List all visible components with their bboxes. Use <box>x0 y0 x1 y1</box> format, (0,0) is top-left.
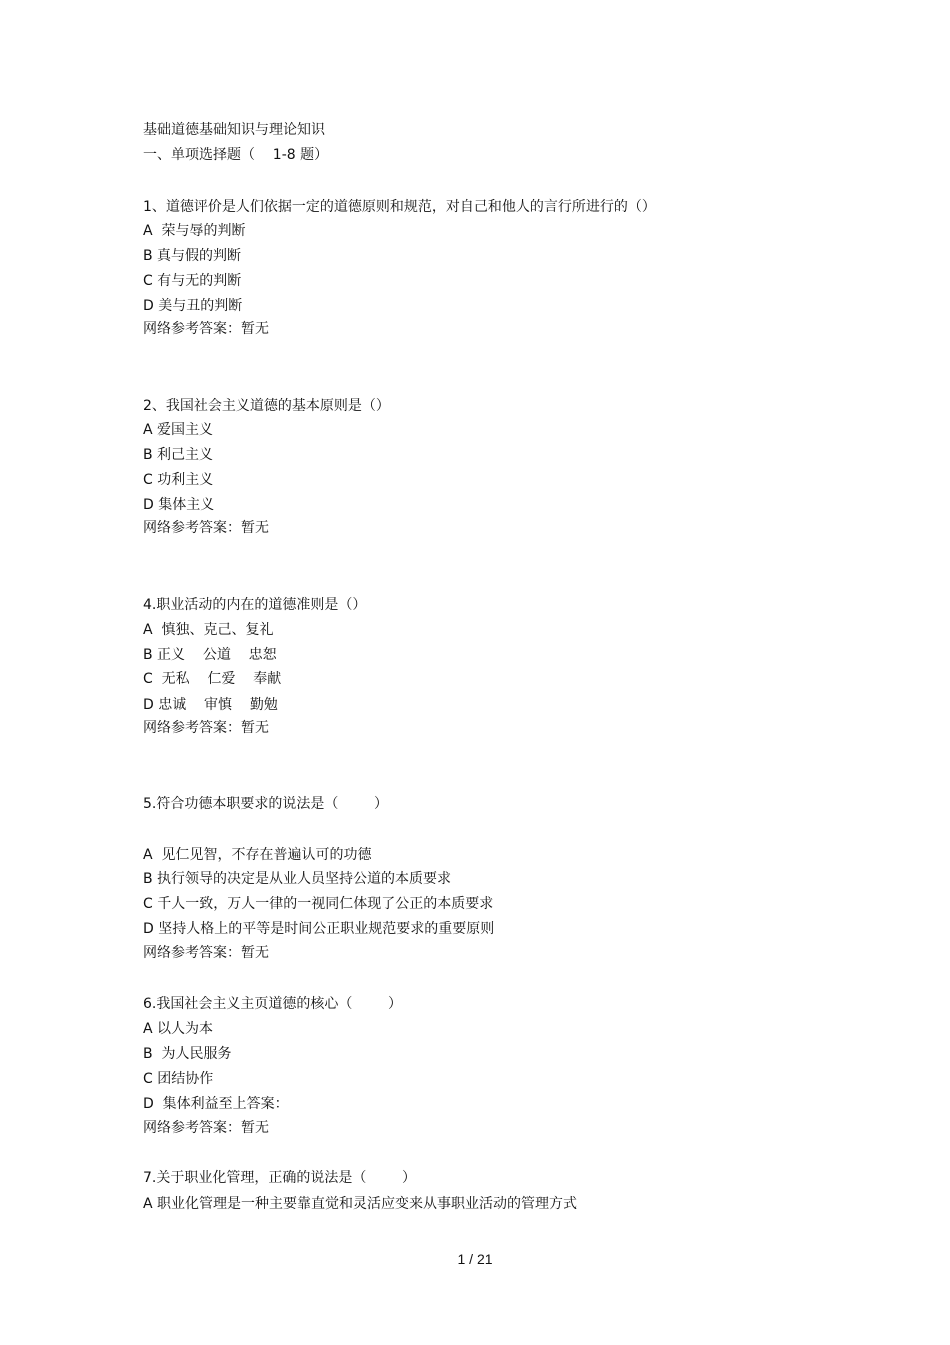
option-c: C 功利主义 <box>143 472 214 488</box>
option-c: C 团结协作 <box>143 1071 214 1087</box>
page-number: 1 / 21 <box>457 1251 493 1267</box>
option-d: D 忠诚 审慎 勤勉 <box>143 697 278 713</box>
answer-line: 网络参考答案：暂无 <box>143 321 269 337</box>
answer-line: 网络参考答案：暂无 <box>143 1120 269 1136</box>
question-stem: 1、道德评价是人们依据一定的道德原则和规范，对自己和他人的言行所进行的（） <box>143 199 656 215</box>
option-b: B 真与假的判断 <box>143 248 242 264</box>
option-b: B 正义 公道 忠恕 <box>143 647 277 663</box>
option-a: A 荣与辱的判断 <box>143 223 246 239</box>
option-d: D 美与丑的判断 <box>143 298 243 314</box>
answer-line: 网络参考答案：暂无 <box>143 520 269 536</box>
answer-line: 网络参考答案：暂无 <box>143 720 269 736</box>
option-a: A 慎独、克己、复礼 <box>143 622 274 638</box>
option-a: A 见仁见智，不存在普遍认可的功德 <box>143 847 372 863</box>
section-heading: 一、单项选择题（ 1-8 题） <box>143 147 329 163</box>
question-stem: 7.关于职业化管理，正确的说法是（ ） <box>143 1170 416 1186</box>
option-a: A 职业化管理是一种主要靠直觉和灵活应变来从事职业活动的管理方式 <box>143 1196 578 1212</box>
question-stem: 5.符合功德本职要求的说法是（ ） <box>143 796 388 812</box>
option-d: D 集体主义 <box>143 497 215 513</box>
answer-line: 网络参考答案：暂无 <box>143 945 269 961</box>
option-a: A 以人为本 <box>143 1021 214 1037</box>
option-c: C 有与无的判断 <box>143 273 242 289</box>
option-a: A 爱国主义 <box>143 422 214 438</box>
question-stem: 4.职业活动的内在的道德准则是（） <box>143 597 367 613</box>
question-stem: 6.我国社会主义主页道德的核心（ ） <box>143 996 402 1012</box>
option-b: B 为人民服务 <box>143 1046 232 1062</box>
question-stem: 2、我国社会主义道德的基本原则是（） <box>143 398 390 414</box>
option-c: C 无私 仁爱 奉献 <box>143 671 282 687</box>
option-b: B 执行领导的决定是从业人员坚持公道的本质要求 <box>143 871 452 887</box>
doc-title: 基础道德基础知识与理论知识 <box>143 122 325 138</box>
option-d: D 集体利益至上答案： <box>143 1096 289 1112</box>
option-c: C 千人一致，万人一律的一视同仁体现了公正的本质要求 <box>143 896 494 912</box>
option-b: B 利己主义 <box>143 447 214 463</box>
option-d: D 坚持人格上的平等是时间公正职业规范要求的重要原则 <box>143 921 495 937</box>
